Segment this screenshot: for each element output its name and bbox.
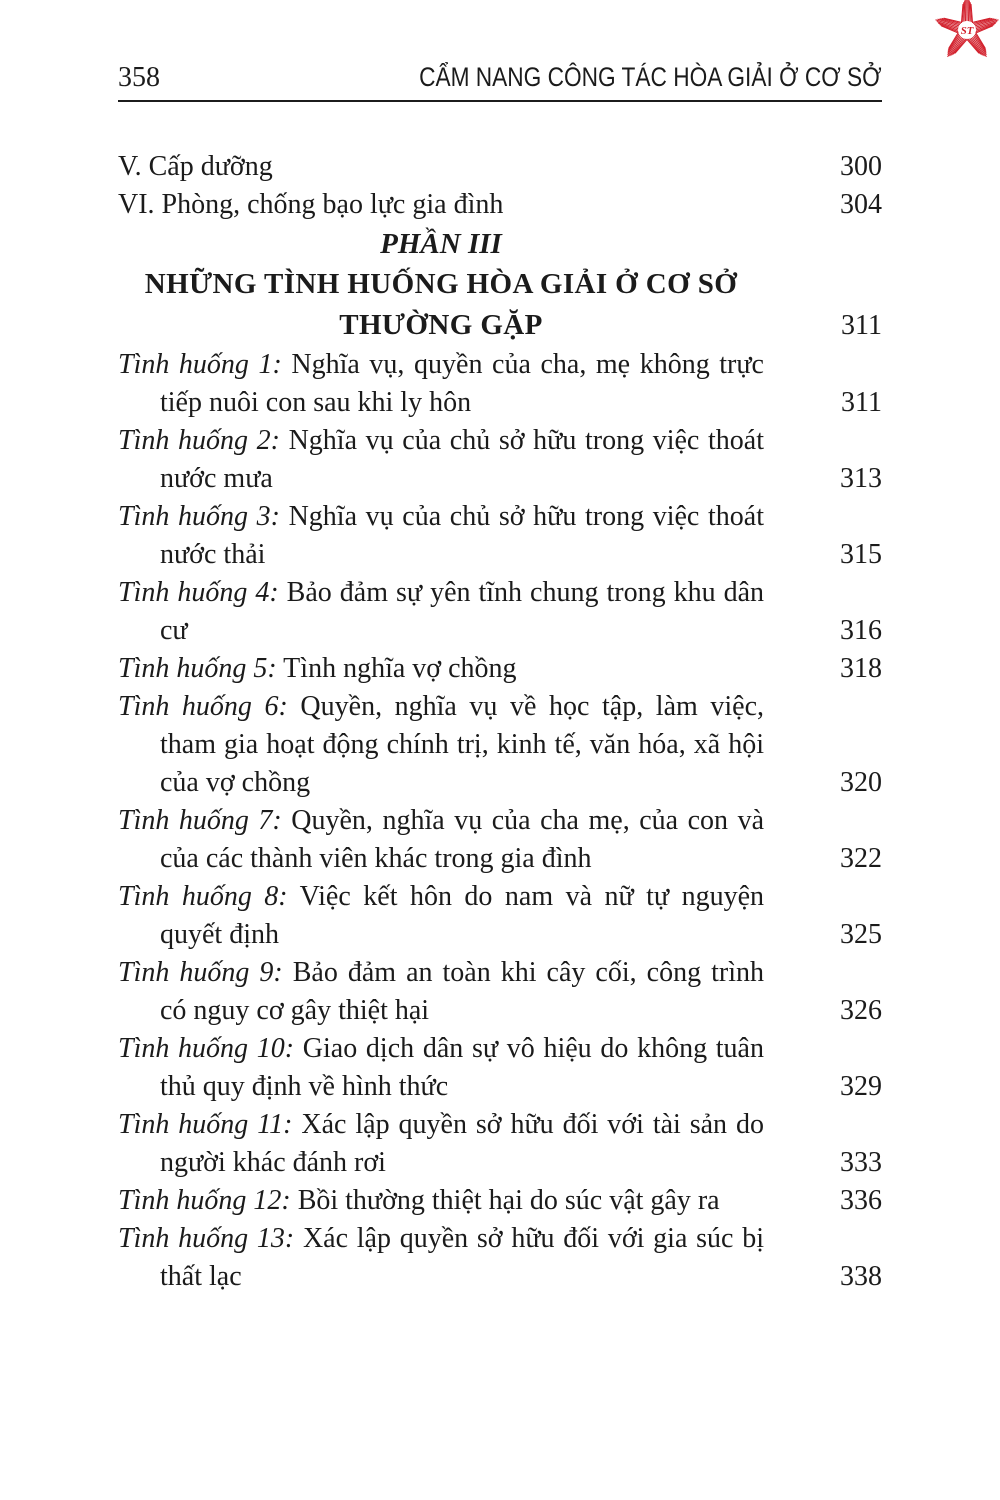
toc-pre-entries bbox=[118, 148, 882, 224]
star-burst-icon bbox=[931, 0, 1000, 66]
entry-page-number: 313 bbox=[840, 463, 882, 494]
toc-entry bbox=[118, 1220, 882, 1296]
entry-page-number: 316 bbox=[840, 615, 882, 646]
toc-entry bbox=[118, 186, 882, 224]
toc-entry bbox=[118, 574, 882, 650]
section-heading bbox=[118, 224, 882, 346]
entry-title: Bồi thường thiệt hại do súc vật gây ra bbox=[290, 1185, 720, 1216]
toc-entry bbox=[118, 688, 882, 802]
entry-page-number: 329 bbox=[840, 1071, 882, 1102]
entry-situation-label: Tình huống 13: bbox=[118, 1223, 295, 1254]
entry-page-number: 300 bbox=[840, 151, 882, 182]
entry-situation-label: Tình huống 4: bbox=[118, 577, 279, 608]
entry-situation-label: Tình huống 11: bbox=[118, 1109, 293, 1140]
entry-situation-label: Tình huống 10: bbox=[118, 1033, 295, 1064]
entry-page-number: 338 bbox=[840, 1261, 882, 1292]
entry-situation-label: Tình huống 8: bbox=[118, 881, 288, 912]
entry-title: Nghĩa vụ, quyền của cha, mẹ không trực tiếp nuôi con sau khi ly hôn bbox=[160, 349, 764, 418]
section-title-line2: THƯỜNG GẶP bbox=[339, 309, 543, 341]
toc-entry bbox=[118, 650, 882, 688]
entry-page-number: 318 bbox=[840, 653, 882, 684]
toc-entry bbox=[118, 346, 882, 422]
entry-title: Quyền, nghĩa vụ của cha mẹ, của con và của các thành viên khác trong gia đình bbox=[160, 805, 765, 874]
entry-situation-label: Tình huống 2: bbox=[118, 425, 280, 456]
entry-page-number: 304 bbox=[840, 189, 882, 220]
toc-entry bbox=[118, 1182, 882, 1220]
entry-situation-label: Tình huống 12: bbox=[118, 1185, 291, 1216]
section-title-line1: NHỮNG TÌNH HUỐNG HÒA GIẢI Ở CƠ SỞ bbox=[144, 268, 738, 300]
toc-entry bbox=[118, 498, 882, 574]
entry-situation-label: Tình huống 1: bbox=[118, 349, 282, 380]
entry-page-number: 322 bbox=[840, 843, 882, 874]
entry-title: Tình nghĩa vợ chồng bbox=[276, 653, 517, 684]
toc-entry bbox=[118, 1030, 882, 1106]
entry-title: VI. Phòng, chống bạo lực gia đình bbox=[118, 189, 504, 220]
entry-situation-label: Tình huống 6: bbox=[118, 691, 288, 722]
toc-entry bbox=[118, 422, 882, 498]
entry-title: Giao dịch dân sự vô hiệu do không tuân thủ quy định về hình thức bbox=[160, 1033, 764, 1102]
toc-entry bbox=[118, 148, 882, 186]
toc-entry bbox=[118, 954, 882, 1030]
entry-title: Nghĩa vụ của chủ sở hữu trong việc thoát nước thải bbox=[160, 501, 764, 570]
entry-situation-label: Tình huống 5: bbox=[118, 653, 277, 684]
section-page-number: 311 bbox=[841, 310, 882, 341]
entry-page-number: 325 bbox=[840, 919, 882, 950]
toc-entry bbox=[118, 802, 882, 878]
entry-page-number: 326 bbox=[840, 995, 882, 1026]
entry-title: Nghĩa vụ của chủ sở hữu trong việc thoát nước mưa bbox=[160, 425, 764, 494]
header-rule bbox=[118, 100, 882, 102]
entry-page-number: 320 bbox=[840, 767, 882, 798]
entry-title: Bảo đảm an toàn khi cây cối, công trình có nguy cơ gây thiệt hại bbox=[160, 957, 764, 1026]
entry-title: V. Cấp dưỡng bbox=[118, 151, 273, 182]
running-head: CẨM NANG CÔNG TÁC HÒA GIẢI Ở CƠ SỞ bbox=[419, 62, 882, 92]
logo-monogram: ST bbox=[960, 24, 974, 37]
entry-title: Xác lập quyền sở hữu đối với gia súc bị thất lạc bbox=[160, 1223, 764, 1292]
entry-title: Xác lập quyền sở hữu đối với tài sản do người khác đánh rơi bbox=[160, 1109, 764, 1178]
page-number: 358 bbox=[118, 62, 160, 93]
toc-entry bbox=[118, 878, 882, 954]
entry-page-number: 336 bbox=[840, 1185, 882, 1216]
toc-entries bbox=[118, 346, 882, 1296]
entry-title: Quyền, nghĩa vụ về học tập, làm việc, tham gia hoạt động chính trị, kinh tế, văn hóa, xã hội của vợ chồng bbox=[160, 691, 764, 798]
entry-title: Việc kết hôn do nam và nữ tự nguyện quyết định bbox=[160, 881, 764, 950]
publisher-logo bbox=[931, 0, 1000, 66]
entry-page-number: 333 bbox=[840, 1147, 882, 1178]
table-of-contents bbox=[118, 148, 882, 1296]
entry-title: Bảo đảm sự yên tĩnh chung trong khu dân cư bbox=[160, 577, 765, 646]
entry-page-number: 315 bbox=[840, 539, 882, 570]
entry-situation-label: Tình huống 7: bbox=[118, 805, 282, 836]
entry-situation-label: Tình huống 9: bbox=[118, 957, 283, 988]
entry-page-number: 311 bbox=[841, 387, 882, 418]
entry-situation-label: Tình huống 3: bbox=[118, 501, 280, 532]
page-header bbox=[118, 62, 882, 93]
section-part-label: PHẦN III bbox=[380, 228, 502, 260]
toc-entry bbox=[118, 1106, 882, 1182]
